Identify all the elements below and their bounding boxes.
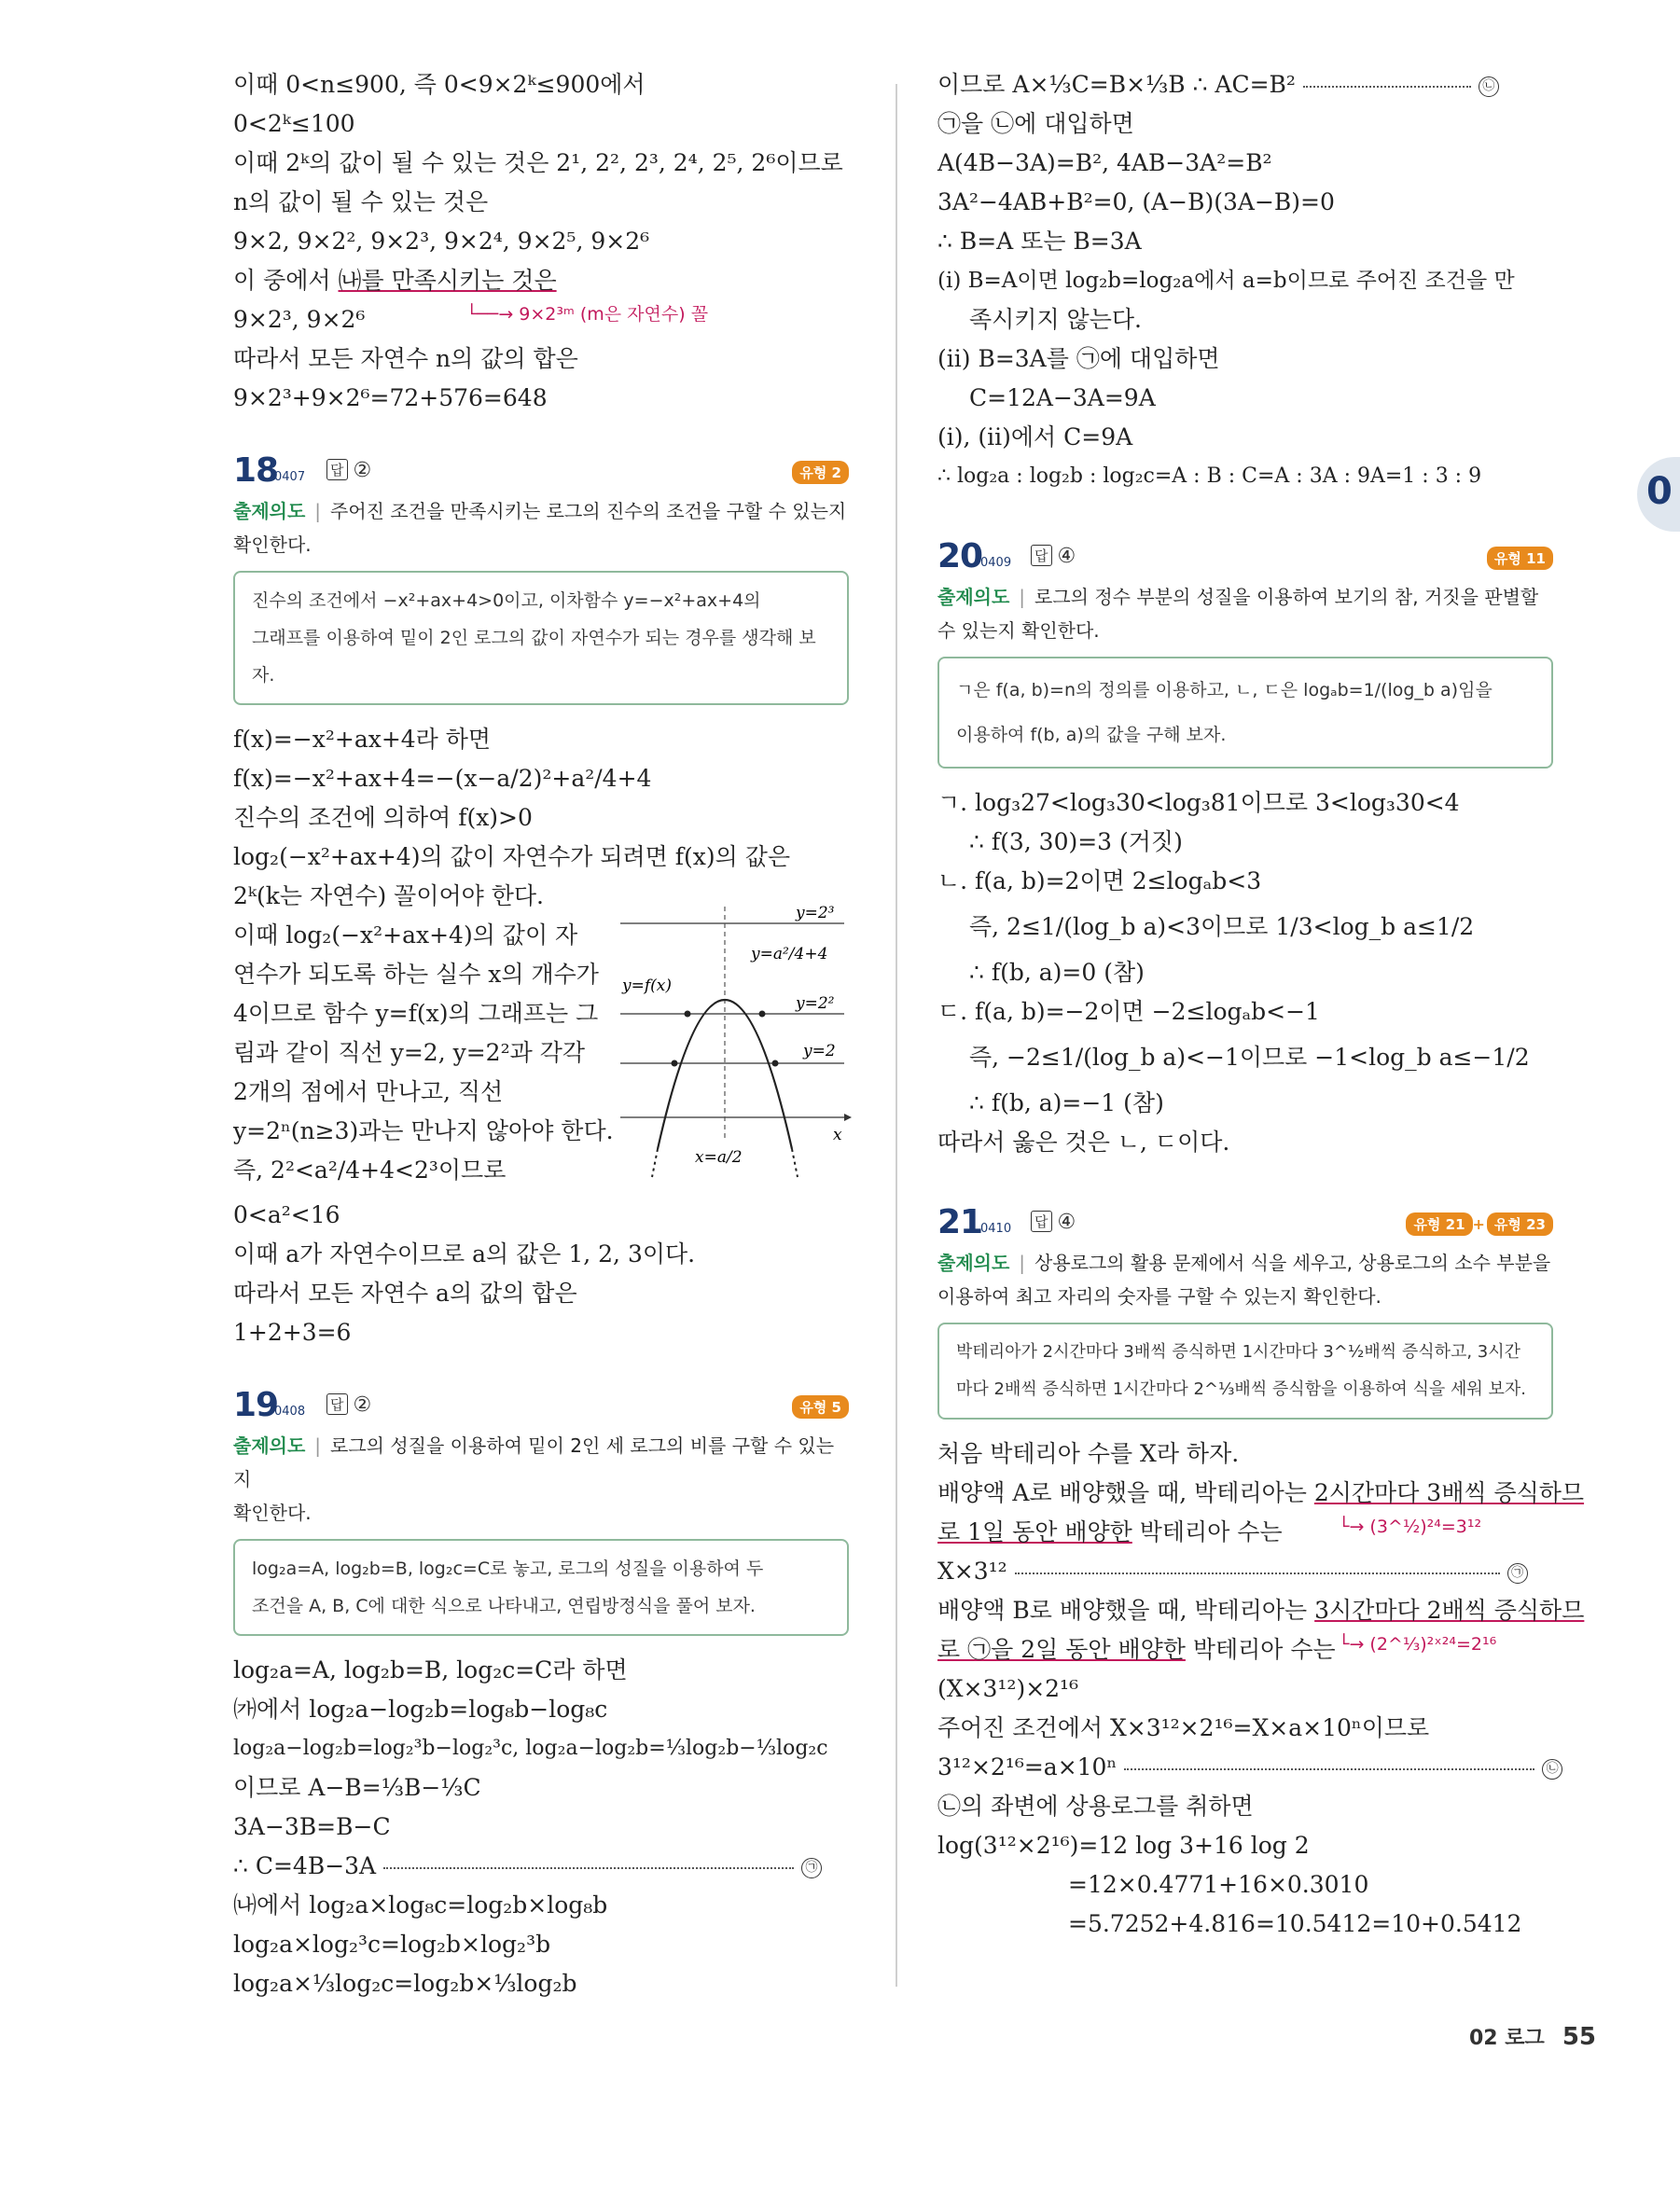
intent: 출제의도 | 주어진 조건을 만족시키는 로그의 진수의 조건을 구할 수 있는지 bbox=[233, 500, 847, 522]
equation-line: ∴ C=4B−3A ㉠ bbox=[233, 1847, 849, 1886]
label-axis: x=a/2 bbox=[695, 1148, 743, 1167]
text-line: f(x)=−x²+ax+4라 하면 bbox=[233, 726, 492, 753]
equation-line: 3¹²×2¹⁶=a×10ⁿ ㉡ bbox=[937, 1748, 1553, 1787]
hint-box: 진수의 조건에서 −x²+ax+4>0이고, 이차함수 y=−x²+ax+4의 그래프를 이용하여 밑이 2인 로그의 값이 자연수가 되는 경우를 생각해 보자. bbox=[233, 571, 849, 705]
text-line: 3A−3B=B−C bbox=[233, 1813, 391, 1840]
text-line: 로 ㉠을 2일 동안 배양한 박테리아 수는 └→ (2^⅓)²ˣ²⁴=2¹⁶ bbox=[937, 1630, 1553, 1670]
text-line: 이 중에서 ㈏를 만족시키는 것은 bbox=[233, 267, 557, 294]
text-line: (i) B=A이면 log₂b=log₂a에서 a=b이므로 주어진 조건을 만 bbox=[937, 269, 1515, 293]
annotation-note: └→ (3^½)²⁴=3¹² bbox=[1339, 1517, 1482, 1537]
text-line: C=12A−3A=9A bbox=[969, 384, 1156, 411]
type-badge: 유형 21 bbox=[1406, 1212, 1472, 1236]
equation-marker: ㉠ bbox=[801, 1858, 822, 1878]
text-line: ∴ f(b, a)=−1 (참) bbox=[969, 1089, 1164, 1116]
text-line: (i), (ii)에서 C=9A bbox=[937, 423, 1133, 450]
text-line: log₂a=A, log₂b=B, log₂c=C라 하면 bbox=[233, 1656, 628, 1683]
text-line: ㄴ. f(a, b)=2이면 2≤logₐb<3 bbox=[937, 867, 1262, 894]
hint-box: log₂a=A, log₂b=B, log₂c=C로 놓고, 로그의 성질을 이용하여 두 조건을 A, B, C에 대한 식으로 나타내고, 연립방정식을 풀어 보자. bbox=[233, 1539, 849, 1636]
parabola-graph bbox=[620, 897, 854, 1177]
graph-wrap-section: 이때 log₂(−x²+ax+4)의 값이 자 연수가 되도록 하는 실수 x의 개수가 4이므로 함수 y=f(x)의 그래프는 그 림과 같이 직선 y=2, y=2²과 각각 2개의 점에서 만나고, 직선 y=2ⁿ(n≥3)과는 만나지 않아야 한다. 즉, 2²<a²/4+4<2³이므로 y=2³ y=a²/4+4 y=f(x) y=2² y=2 x x=a/2 bbox=[233, 916, 849, 1196]
text-line: 이때 2ᵏ의 값이 될 수 있는 것은 2¹, 2², 2³, 2⁴, 2⁵, 2⁶이므로 bbox=[233, 149, 843, 176]
type-badge: 유형 5 bbox=[792, 1395, 849, 1419]
text-line: ㉠을 ㉡에 대입하면 bbox=[937, 110, 1134, 137]
text-line: f(x)=−x²+ax+4=−(x−a/2)²+a²/4+4 bbox=[233, 765, 652, 792]
text-line: 배양액 B로 배양했을 때, 박테리아는 3시간마다 2배씩 증식하므 bbox=[937, 1597, 1585, 1624]
text-line: 1+2+3=6 bbox=[233, 1319, 352, 1346]
text-line: 0<2ᵏ≤100 bbox=[233, 110, 355, 137]
label-y4: y=2² bbox=[796, 994, 835, 1013]
equation-marker: ㉠ bbox=[1507, 1563, 1528, 1584]
text-line: log₂a−log₂b=log₂³b−log₂³c, log₂a−log₂b=⅓log₂b−⅓log₂c bbox=[233, 1737, 828, 1760]
text-line: 족시키지 않는다. bbox=[969, 306, 1142, 333]
hint-box: ㄱ은 f(a, b)=n의 정의를 이용하고, ㄴ, ㄷ은 logₐb=1/(log_b a)임을 이용하여 f(b, a)의 값을 구해 보자. bbox=[937, 657, 1553, 769]
chapter-side-tab: 0 bbox=[1637, 457, 1680, 532]
text-line: ∴ f(3, 30)=3 (거짓) bbox=[969, 828, 1183, 855]
text-line: 처음 박테리아 수를 X라 하자. bbox=[937, 1440, 1240, 1467]
text-line: 따라서 모든 자연수 a의 값의 합은 bbox=[233, 1280, 577, 1307]
intent: 출제의도 | 상용로그의 활용 문제에서 식을 세우고, 상용로그의 소수 부분을 bbox=[937, 1252, 1551, 1274]
equation-line: 이므로 A×⅓C=B×⅓B ∴ AC=B² ㉡ bbox=[937, 65, 1553, 104]
annotation-note: └──→ 9×2³ᵐ (m은 자연수) 꼴 bbox=[466, 304, 709, 325]
label-fx: y=f(x) bbox=[622, 977, 672, 995]
label-y2: y=2 bbox=[803, 1042, 836, 1060]
intersection-point bbox=[685, 1011, 691, 1018]
text-line: 3A²−4AB+B²=0, (A−B)(3A−B)=0 bbox=[937, 188, 1335, 215]
text-line: log₂a×log₂³c=log₂b×log₂³b bbox=[233, 1931, 551, 1958]
right-column: 이므로 A×⅓C=B×⅓B ∴ AC=B² ㉡ ㉠을 ㉡에 대입하면 A(4B−3A)=B², 4AB−3A²=B² 3A²−4AB+B²=0, (A−B)(3A−B)=0 ∴ B=A 또는 B=3A (i) B=A이면 log₂b=log₂a에서 a=b이므로 주어진 조건을 만 족시키지 않는다. (ii) B=3A를 ㉠에 대입하면 C=12A−3A=9A (i), (ii)에서 C=9A ∴ log₂a : log₂b : log₂c=A : B : C=A : 3A : 9A=1 : 3 : 9 20 0409 답 ④ 유형 11 출제의도 | 로그의 정수 부분의 성질을 이용하여 보기의 참, 거짓을 판별할 수 있는지 확인한다. ㄱ은 f(a, b)=n의 정의를 이용하고, ㄴ, ㄷ은 logₐb=1/(log_b a)임을 이용하여 f(b, a)의 값을 구해 보자. ㄱ. log₃27<log₃30<log₃81이므로 3<log₃30<4 ∴ f(3, 30)=3 (거짓) ㄴ. f(a, b)=2이면 2≤logₐb<3 즉, 2≤1/(log_b a)<3이므로 1/3<log_b a≤1/2 ∴ f(b, a)=0 (참) ㄷ. f(a, b)=−2이면 −2≤logₐb<−1 즉, −2≤1/(log_b a)<−1이므로 −1<log_b a≤−1/2 ∴ f(b, a)=−1 (참) 따라서 옳은 것은 ㄴ, ㄷ이다. 21 0410 답 ④ 유형 21 + 유형 23 출제의도 | 상용로그의 활용 문제에서 식을 세우고, 상용로그의 소수 부분을 이용하여 최고 자리의 숫자를 구할 수 있는지 확인한다. 박테리아가 2시간마다 3배씩 증식하면 1시간마다 3^½배씩 증식하고, 3시간 마다 2배씩 증식하면 1시간마다 2^⅓배씩 증식함을 이용하여 식을 세워 보자. 처음 박테리아 수를 X라 하자. 배양액 A로 배양했을 때, 박테리아는 2시간마다 3배씩 증식하므 로 1일 동안 배양한 박테리아 수는 └→ (3^½)²⁴=3¹² X×3¹² ㉠ 배양액 B로 배양했을 때, 박테리아는 3시간마다 2배씩 증식하므 로 ㉠을 2일 동안 배양한 박테리아 수는 └→ (2^⅓)²ˣ²⁴=2¹⁶ (X×3¹²)×2¹⁶ 주어진 조건에서 X×3¹²×2¹⁶=X×a×10ⁿ이므로 3¹²×2¹⁶=a×10ⁿ ㉡ ㉡의 좌변에 상용로그를 취하면 log(3¹²×2¹⁶)=12 log 3+16 log 2 =12×0.4771+16×0.3010 =5.7252+4.816=10.5412=10+0.5412 bbox=[937, 65, 1553, 1944]
left-column: 이때 0<n≤900, 즉 0<9×2ᵏ≤900에서 0<2ᵏ≤100 이때 2ᵏ의 값이 될 수 있는 것은 2¹, 2², 2³, 2⁴, 2⁵, 2⁶이므로 n의 값이 될 수 있는 것은 9×2, 9×2², 9×2³, 9×2⁴, 9×2⁵, 9×2⁶ 이 중에서 ㈏를 만족시키는 것은 9×2³, 9×2⁶ └──→ 9×2³ᵐ (m은 자연수) 꼴 따라서 모든 자연수 n의 값의 합은 9×2³+9×2⁶=72+576=648 18 0407 답 ② 유형 2 출제의도 | 주어진 조건을 만족시키는 로그의 진수의 조건을 구할 수 있는지 확인한다. 진수의 조건에서 −x²+ax+4>0이고, 이차함수 y=−x²+ax+4의 그래프를 이용하여 밑이 2인 로그의 값이 자연수가 되는 경우를 생각해 보자. f(x)=−x²+ax+4라 하면 f(x)=−x²+ax+4=−(x−a/2)²+a²/4+4 진수의 조건에 의하여 f(x)>0 log₂(−x²+ax+4)의 값이 자연수가 되려면 f(x)의 값은 2ᵏ(k는 자연수) 꼴이어야 한다. 이때 log₂(−x²+ax+4)의 값이 자 연수가 되도록 하는 실수 x의 개수가 4이므로 함수 y=f(x)의 그래프는 그 림과 같이 직선 y=2, y=2²과 각각 2개의 점에서 만나고, 직선 y=2ⁿ(n≥3)과는 만나지 않아야 한다. 즉, 2²<a²/4+4<2³이므로 y=2³ y=a²/4+4 y=f(x) y=2² y=2 x x=a/2 0<a²<16 이때 a가 자연수이므로 a의 값은 1, 2, 3이다. 따라서 모든 자연수 a의 값의 합은 1+2+3=6 19 0408 답 ② 유형 5 출제의도 | 로그의 성질을 이용하여 밑이 2인 세 로그의 비를 구할 수 있는지 확인한다. log₂a=A, log₂b=B, log₂c=C로 놓고, 로그의 성질을 이용하여 두 조건을 A, B, C에 대한 식으로 나타내고, 연립방정식을 풀어 보자. log₂a=A, log₂b=B, log₂c=C라 하면 ㈎에서 log₂a−log₂b=log₈b−log₈c log₂a−log₂b=log₂³b−log₂³c, log₂a−log₂b=⅓log₂b−⅓log₂c 이므로 A−B=⅓B−⅓C 3A−3B=B−C ∴ C=4B−3A ㉠ ㈏에서 log₂a×log₈c=log₂b×log₈b log₂a×log₂³c=log₂b×log₂³b log₂a×⅓log₂c=log₂b×⅓log₂b bbox=[233, 65, 849, 2003]
x-axis-arrow bbox=[844, 1114, 852, 1121]
intent: 출제의도 | 로그의 성질을 이용하여 밑이 2인 세 로그의 비를 구할 수 있는지 bbox=[233, 1434, 835, 1490]
question-header-21: 21 0410 답 ④ 유형 21 + 유형 23 bbox=[937, 1203, 1553, 1246]
intersection-point bbox=[759, 1011, 766, 1018]
equation-line: X×3¹² ㉠ bbox=[937, 1552, 1553, 1591]
text-line: log₂a×⅓log₂c=log₂b×⅓log₂b bbox=[233, 1970, 577, 1997]
text-line: 로 1일 동안 배양한 박테리아 수는 └→ (3^½)²⁴=3¹² bbox=[937, 1513, 1553, 1552]
type-badge: 유형 23 bbox=[1487, 1212, 1553, 1236]
text-line: 0<a²<16 bbox=[233, 1201, 340, 1228]
question-header-18: 18 0407 답 ② 유형 2 bbox=[233, 451, 849, 494]
question-header-19: 19 0408 답 ② 유형 5 bbox=[233, 1386, 849, 1429]
text-line: ㈎에서 log₂a−log₂b=log₈b−log₈c bbox=[233, 1696, 608, 1723]
text-line: (ii) B=3A를 ㉠에 대입하면 bbox=[937, 345, 1220, 372]
type-badge: 유형 11 bbox=[1487, 547, 1553, 570]
text-line: ㄱ. log₃27<log₃30<log₃81이므로 3<log₃30<4 bbox=[937, 789, 1460, 816]
text-line: ∴ log₂a : log₂b : log₂c=A : B : C=A : 3A : 9A=1 : 3 : 9 bbox=[937, 464, 1482, 488]
page-footer bbox=[1469, 2022, 1596, 2051]
text-line: 이때 a가 자연수이므로 a의 값은 1, 2, 3이다. bbox=[233, 1240, 696, 1268]
label-vertex: y=a²/4+4 bbox=[751, 945, 828, 963]
type-badge: 유형 2 bbox=[792, 461, 849, 484]
text-line: A(4B−3A)=B², 4AB−3A²=B² bbox=[937, 149, 1272, 176]
intersection-point bbox=[772, 1060, 779, 1067]
page-number: 55 bbox=[1562, 2023, 1596, 2051]
column-divider bbox=[896, 84, 897, 1987]
text-line: 2ᵏ(k는 자연수) 꼴이어야 한다. bbox=[233, 882, 544, 909]
text-line: ∴ B=A 또는 B=3A bbox=[937, 228, 1142, 255]
hint-box: 박테리아가 2시간마다 3배씩 증식하면 1시간마다 3^½배씩 증식하고, 3시간 마다 2배씩 증식하면 1시간마다 2^⅓배씩 증식함을 이용하여 식을 세워 보자. bbox=[937, 1323, 1553, 1420]
answer: 답 ② bbox=[326, 459, 371, 482]
text-line: ㄷ. f(a, b)=−2이면 −2≤logₐb<−1 bbox=[937, 998, 1320, 1025]
text-line: 이때 0<n≤900, 즉 0<9×2ᵏ≤900에서 bbox=[233, 71, 646, 98]
question-header-20: 20 0409 답 ④ 유형 11 bbox=[937, 537, 1553, 580]
text-line: 진수의 조건에 의하여 f(x)>0 bbox=[233, 804, 533, 831]
text-line: 주어진 조건에서 X×3¹²×2¹⁶=X×a×10ⁿ이므로 bbox=[937, 1714, 1430, 1741]
text-line: 9×2³, 9×2⁶ └──→ 9×2³ᵐ (m은 자연수) 꼴 bbox=[233, 300, 849, 339]
label-x: x bbox=[833, 1126, 842, 1144]
text-line: 따라서 옳은 것은 ㄴ, ㄷ이다. bbox=[937, 1129, 1230, 1156]
text-line: 배양액 A로 배양했을 때, 박테리아는 2시간마다 3배씩 증식하므 bbox=[937, 1479, 1585, 1506]
text-line: 즉, −2≤1/(log_b a)<−1이므로 −1<log_b a≤−1/2 bbox=[969, 1044, 1530, 1071]
answer: 답 ④ bbox=[1031, 1211, 1076, 1234]
annotation-note: └→ (2^⅓)²ˣ²⁴=2¹⁶ bbox=[1339, 1634, 1497, 1655]
equation-marker: ㉡ bbox=[1479, 76, 1499, 97]
text-line: (X×3¹²)×2¹⁶ bbox=[937, 1675, 1079, 1702]
text-line: =5.7252+4.816=10.5412=10+0.5412 bbox=[1068, 1910, 1522, 1937]
text-line: n의 값이 될 수 있는 것은 bbox=[233, 188, 489, 215]
text-line: 9×2, 9×2², 9×2³, 9×2⁴, 9×2⁵, 9×2⁶ bbox=[233, 228, 650, 255]
text-line: ㈏에서 log₂a×log₈c=log₂b×log₈b bbox=[233, 1891, 608, 1919]
text-line: log(3¹²×2¹⁶)=12 log 3+16 log 2 bbox=[937, 1832, 1310, 1859]
intent: 출제의도 | 로그의 정수 부분의 성질을 이용하여 보기의 참, 거짓을 판별할 bbox=[937, 586, 1539, 608]
text-line: =12×0.4771+16×0.3010 bbox=[1068, 1871, 1369, 1898]
text-line: ㉡의 좌변에 상용로그를 취하면 bbox=[937, 1793, 1254, 1820]
chapter-label: 02 로그 bbox=[1468, 2027, 1545, 2050]
label-y8: y=2³ bbox=[796, 904, 835, 922]
text-line: log₂(−x²+ax+4)의 값이 자연수가 되려면 f(x)의 값은 bbox=[233, 843, 790, 870]
text-line: 따라서 모든 자연수 n의 값의 합은 bbox=[233, 345, 578, 372]
intersection-point bbox=[672, 1060, 678, 1067]
answer: 답 ② bbox=[326, 1393, 371, 1417]
text-line: 9×2³+9×2⁶=72+576=648 bbox=[233, 384, 548, 411]
text-line: ∴ f(b, a)=0 (참) bbox=[969, 959, 1145, 986]
answer: 답 ④ bbox=[1031, 545, 1076, 568]
text-line: 즉, 2≤1/(log_b a)<3이므로 1/3<log_b a≤1/2 bbox=[969, 913, 1475, 940]
text-line: 이므로 A−B=⅓B−⅓C bbox=[233, 1774, 481, 1801]
equation-marker: ㉡ bbox=[1542, 1759, 1562, 1780]
